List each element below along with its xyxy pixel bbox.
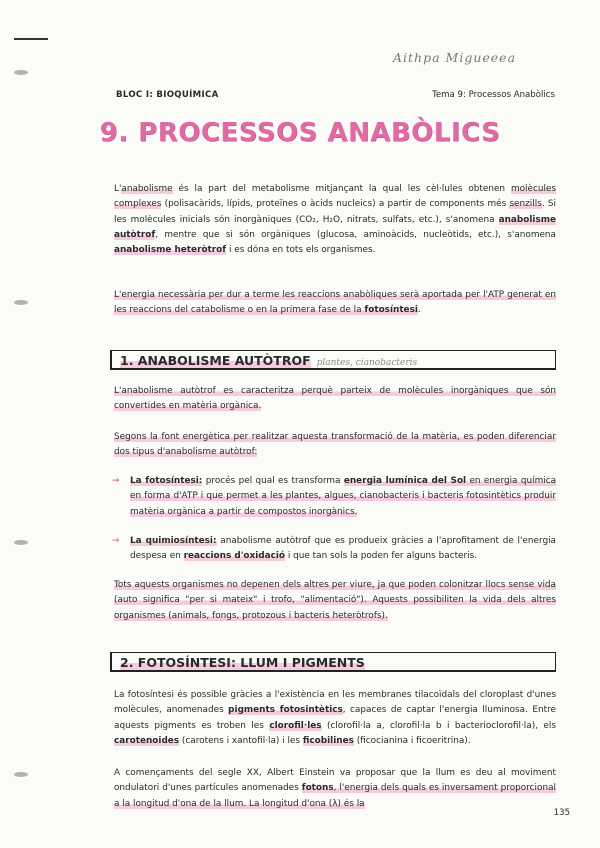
page-number: 135 [553, 808, 570, 818]
section-2-heading: 2. FOTOSÍNTESI: LLUM I PIGMENTS [110, 652, 556, 672]
punch-hole [14, 70, 28, 75]
page-title: 9. PROCESSOS ANABÒLICS [99, 118, 501, 148]
section-1-paragraph-1: L'anabolisme autòtrof es caracteritza perquè parteix de molècules inorgàniques que són convertides en matèria orgànica. [114, 386, 556, 412]
intro-paragraph-1: L'anabolisme és la part del metabolisme mitjançant la qual les cèl·lules obtenen molècules complexes (polisacàrids, lípids, proteïnes o àcids nucleics) a partir de components més senzills. Si les molècules inicials són inorgàniques (CO₂, H₂O, nitrats, sulfats, etc.), s'anomena anabolisme autòtrof, mentre que si són orgàniques (glucosa, aminoàcids, nucleòtids, etc.), s'anomena anabolisme heteròtrof i es dóna en tots els organismes. [114, 184, 556, 256]
section-1-paragraph-3: Tots aquests organismes no depenen dels altres per viure, ja que poden colonitzar llocs sense vida (auto significa "per si mateix" i trofo, "alimentació"). Aquests possibiliten la vida dels altres organismes (animals, fongs, protozous i bacteris heteròtrofs). [114, 580, 556, 621]
arrow-icon: → [112, 536, 120, 546]
bullet-fotosintesi: → La fotosíntesi: procés pel qual es transforma energia lumínica del Sol en energia química en forma d'ATP i que permet a les plantes, algues, cianobacteris i bacteris fotosintètics produir matèria orgànica a partir de compostos inorgànics. [112, 476, 557, 517]
bullet-quimiosintesi: → La quimiosíntesi: anabolisme autòtrof que es produeix gràcies a l'aprofitament de l'energia despesa en reaccions d'oxidació i que tan sols la poden fer alguns bacteris. [112, 536, 556, 562]
section-1-paragraph-2: Segons la font energètica per realitzar aquesta transformació de la matèria, es poden diferenciar dos tipus d'anabolisme autòtrof: [114, 432, 556, 458]
handwritten-name: Aithpa Migueeea [393, 50, 517, 65]
arrow-icon: → [112, 476, 120, 486]
section-2-paragraph-1: La fotosíntesi és possible gràcies a l'existència en les membranes tilacoïdals del cloroplast d'unes molècules, anomenades pigments fotosintètics, capaces de captar l'energia lluminosa. Entre aquests pigments es troben les clorofil·les (clorofil·la a, clorofil·la b i bacterioclorofil·la), els carotenoides (carotens i xantofil·la) i les ficobilines (ficocianina i ficoeritrina). [114, 690, 556, 746]
punch-hole [14, 300, 28, 305]
header-left: BLOC I: BIOQUÍMICA [116, 90, 219, 100]
punch-hole [14, 540, 28, 545]
intro-paragraph-2: L'energia necessària per dur a terme les reaccions anabòliques serà aportada per l'ATP generat en les reaccions del catabolisme o en la primera fase de la fotosíntesi. [114, 290, 556, 316]
punch-hole [14, 772, 28, 777]
section-1-heading: 1. ANABOLISME AUTÒTROF plantes, cianobacteris [110, 350, 556, 370]
section-2-paragraph-2: A començaments del segle XX, Albert Einstein va proposar que la llum es deu al moviment ondulatori d'unes partícules anomenades fotons, l'energia dels quals es inversament proporcional a la longitud d'ona de la llum. La longitud d'ona (λ) és la [114, 768, 556, 809]
margin-mark [14, 38, 48, 40]
header-right: Tema 9: Processos Anabòlics [432, 90, 555, 100]
handwritten-note: plantes, cianobacteris [316, 358, 418, 368]
running-header [116, 90, 555, 100]
